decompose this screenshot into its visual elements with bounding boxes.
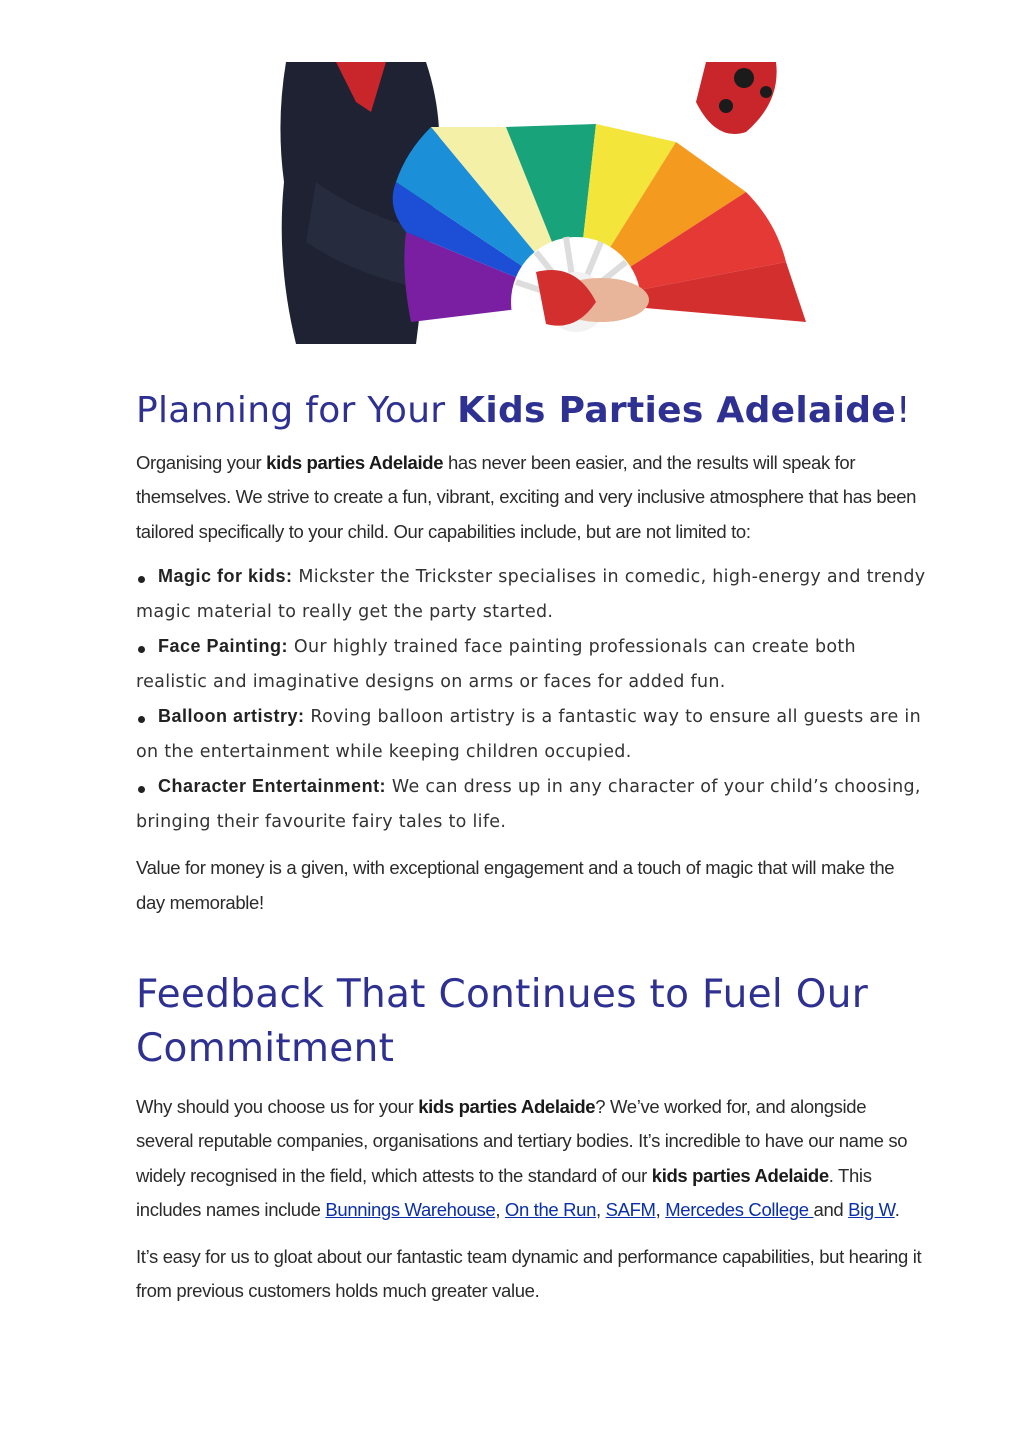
link-safm[interactable]: SAFM bbox=[605, 1199, 656, 1221]
separator: , bbox=[495, 1199, 505, 1221]
section-heading-feedback: Feedback That Continues to Fuel Our Commitment bbox=[136, 972, 869, 1072]
list-item bbox=[136, 699, 926, 769]
intro-keyword: kids parties Adelaide bbox=[266, 452, 444, 473]
link-bunnings-warehouse[interactable]: Bunnings Warehouse bbox=[325, 1199, 496, 1221]
feedback-keyword-2: kids parties Adelaide bbox=[651, 1164, 829, 1186]
separator: , bbox=[655, 1199, 666, 1221]
section-heading-planning bbox=[136, 384, 926, 438]
list-item-text: Our highly trained face painting professionals can create both realistic and imaginative designs on arms or faces for added fun. bbox=[136, 637, 856, 692]
feedback-paragraph bbox=[136, 1090, 926, 1228]
services-list bbox=[136, 559, 926, 839]
list-item-title: Character Entertainment: bbox=[158, 776, 387, 797]
feedback-keyword-1: kids parties Adelaide bbox=[418, 1096, 596, 1118]
final-paragraph: It’s easy for us to gloat about our fantastic team dynamic and performance capabilities, but hearing it from previous customers holds much greater value. bbox=[136, 1245, 922, 1302]
list-item-text: Roving balloon artistry is a fantastic way to ensure all guests are in on the entertainment while keeping children occupied. bbox=[136, 707, 921, 762]
feedback-text-4: and bbox=[813, 1199, 849, 1221]
intro-text-1: Organising your bbox=[136, 452, 267, 473]
bullet-icon bbox=[138, 786, 145, 793]
bullet-icon bbox=[138, 646, 145, 653]
list-item-text: Mickster the Trickster specialises in comedic, high-energy and trendy magic material to really get the party started. bbox=[136, 567, 926, 622]
list-item-title: Face Painting: bbox=[158, 636, 289, 657]
hero-illustration bbox=[276, 62, 838, 344]
list-item bbox=[136, 769, 926, 839]
heading-suffix: ! bbox=[896, 390, 911, 431]
link-big-w[interactable]: Big W bbox=[848, 1199, 895, 1221]
article-content bbox=[136, 384, 926, 1308]
link-mercedes-college[interactable]: Mercedes College bbox=[665, 1199, 814, 1221]
heading-prefix: Planning for Your bbox=[136, 390, 458, 431]
closing-paragraph: Value for money is a given, with exceptional engagement and a touch of magic that will make the day memorable! bbox=[136, 857, 895, 913]
feedback-text-2: ? We’ve worked for, and alongside several reputable companies, organisations and tertiary bodies. It’s incredible to have our name so widely recognised in the field, which attests to the standard of our bbox=[136, 1096, 908, 1186]
feedback-text-3: . This includes names include bbox=[136, 1164, 872, 1221]
heading-strong: Kids Parties Adelaide bbox=[457, 390, 897, 431]
feedback-text-1: Why should you choose us for your bbox=[136, 1096, 419, 1118]
list-item-text: We can dress up in any character of your child’s choosing, bringing their favourite fairy tales to life. bbox=[136, 777, 921, 832]
feedback-text-5: . bbox=[894, 1199, 900, 1221]
list-item bbox=[136, 559, 926, 629]
link-on-the-run[interactable]: On the Run bbox=[504, 1199, 597, 1221]
list-item-title: Balloon artistry: bbox=[158, 706, 305, 727]
list-item bbox=[136, 629, 926, 699]
separator: , bbox=[596, 1199, 606, 1221]
hero-image bbox=[276, 62, 838, 344]
list-item-title: Magic for kids: bbox=[158, 566, 293, 587]
intro-paragraph bbox=[136, 446, 926, 549]
bullet-icon bbox=[138, 576, 145, 583]
bullet-icon bbox=[138, 716, 145, 723]
intro-text-2: has never been easier, and the results will speak for themselves. We strive to create a fun, vibrant, exciting and very inclusive atmosphere that has been tailored specifically to your child. Our capabilities include, but are not limited to: bbox=[136, 452, 917, 542]
